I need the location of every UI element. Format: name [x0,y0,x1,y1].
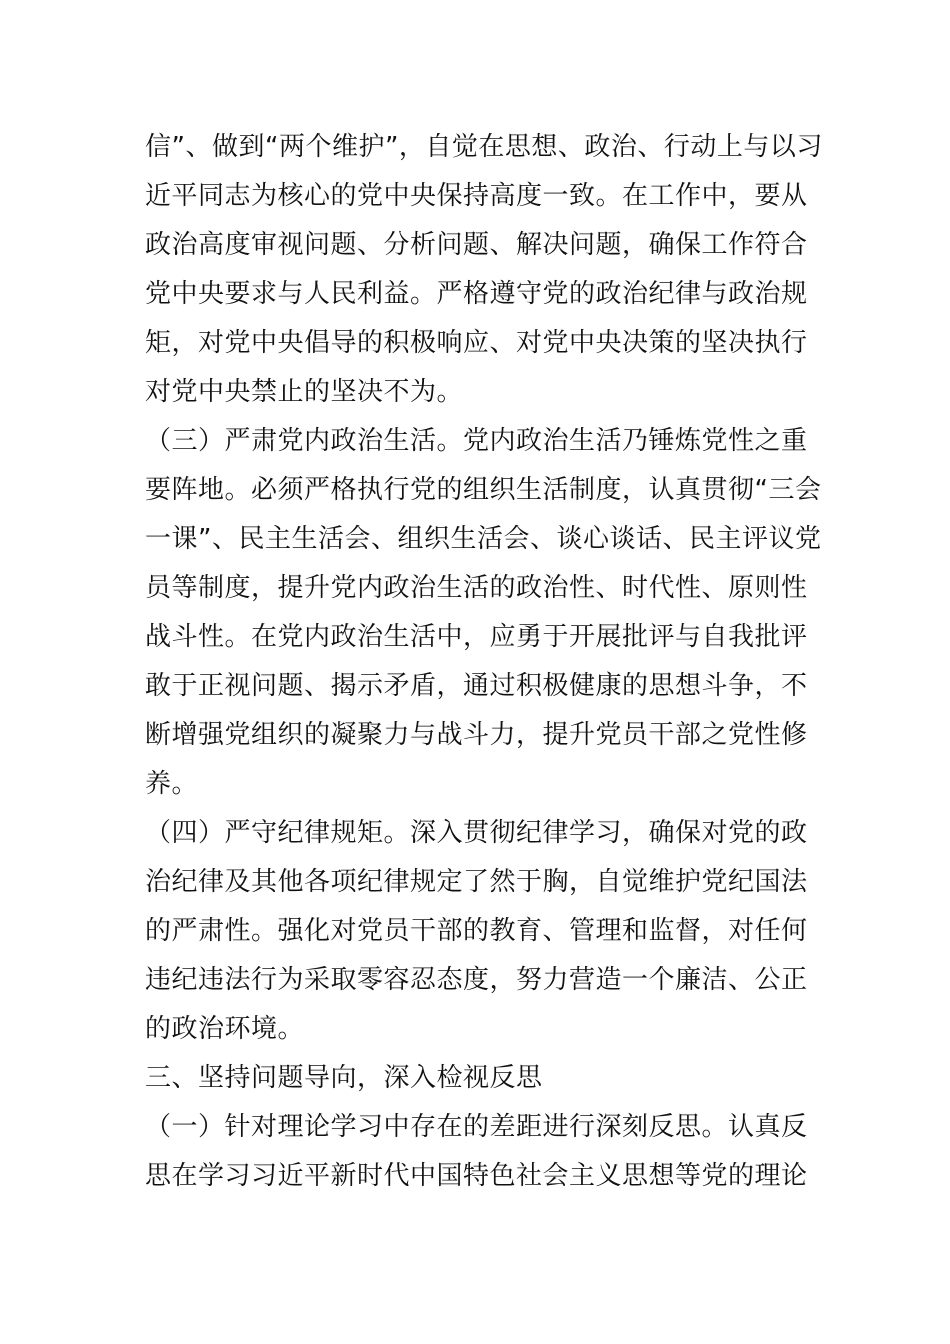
body-line: 近平同志为核心的党中央保持高度一致。在工作中，要从 [145,181,808,211]
subheading-line: 敢于正视问题、揭示矛盾，通过积极健康的思想斗争，不 [145,671,808,701]
subheading-line: 战斗性。在党内政治生活中，应勇于开展批评与自我批评 [145,622,808,652]
subheading-line: 思在学习习近平新时代中国特色社会主义思想等党的理论 [145,1161,808,1191]
subheading-line: 养。 [145,769,199,799]
subheading-line: 断增强党组织的凝聚力与战斗力，提升党员干部之党性修 [145,720,808,750]
document-body [145,123,823,1201]
subheading-line: （三）严肃党内政治生活。党内政治生活乃锤炼党性之重 [145,426,808,456]
body-line: 矩，对党中央倡导的积极响应、对党中央决策的坚决执行 [145,328,808,358]
subheading-line: 的严肃性。强化对党员干部的教育、管理和监督，对任何 [145,916,808,946]
body-line: 信”、做到“两个维护”，自觉在思想、政治、行动上与以习 [145,132,823,162]
body-line: 政治高度审视问题、分析问题、解决问题，确保工作符合 [145,230,808,260]
subheading-line: （四）严守纪律规矩。深入贯彻纪律学习，确保对党的政 [145,818,808,848]
subheading-line: 一课”、民主生活会、组织生活会、谈心谈话、民主评议党 [145,524,822,554]
subheading-line: 的政治环境。 [145,1014,305,1044]
subheading-line: 治纪律及其他各项纪律规定了然于胸，自觉维护党纪国法 [145,867,808,897]
subheading-line: 要阵地。必须严格执行党的组织生活制度，认真贯彻“三会 [145,475,822,505]
subheading-line: （一）针对理论学习中存在的差距进行深刻反思。认真反 [145,1112,808,1142]
body-line: 对党中央禁止的坚决不为。 [145,377,464,407]
heading-line: 三、坚持问题导向，深入检视反思 [145,1063,543,1093]
subheading-line: 员等制度，提升党内政治生活的政治性、时代性、原则性 [145,573,808,603]
subheading-line: 违纪违法行为采取零容忍态度，努力营造一个廉洁、公正 [145,965,808,995]
body-line: 党中央要求与人民利益。严格遵守党的政治纪律与政治规 [145,279,808,309]
